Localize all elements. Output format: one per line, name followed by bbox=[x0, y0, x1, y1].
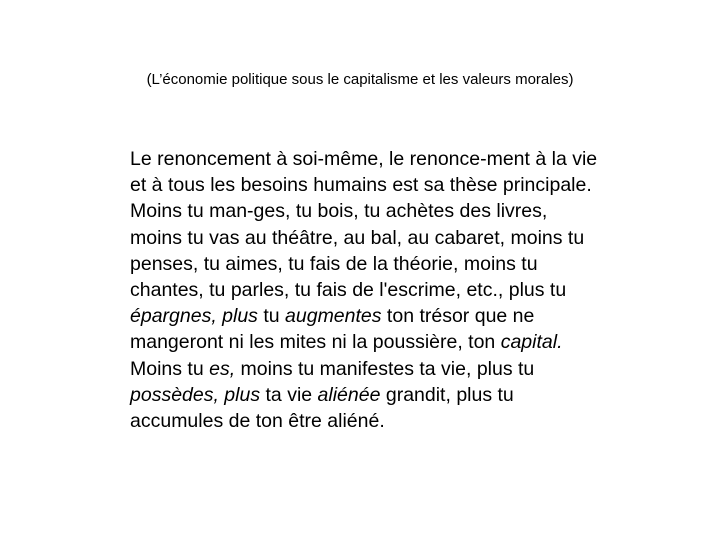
quote-segment-italic: augmentes bbox=[285, 305, 382, 328]
quote-segment: moins tu manifestes ta vie, plus tu bbox=[235, 357, 535, 380]
quote-paragraph bbox=[130, 146, 600, 434]
quote-segment-italic: aliénée bbox=[317, 383, 381, 406]
quote-segment: Moins tu bbox=[130, 357, 210, 380]
quote-segment-italic: es, bbox=[209, 357, 236, 380]
quote-segment: Le renoncement à soi-même, le renonce-ment à la vie et à tous les besoins humains est sa thèse principale. Moins tu man-ges, tu bois, tu achètes des livres, moins tu vas au théâtre, au bal, au cabaret, moins tu penses, tu aimes, tu fais de la théorie, moins tu chantes, tu parles, tu fais de l'escrime, etc., plus tu bbox=[130, 148, 598, 302]
quote-segment-italic: possèdes, plus bbox=[130, 383, 261, 406]
quote-segment: grandit, plus tu accumules de ton être aliéné. bbox=[130, 383, 514, 433]
quote-segment-italic: épargnes, plus bbox=[130, 305, 258, 328]
quote-segment: tu bbox=[257, 305, 286, 328]
quote-segment-italic: capital. bbox=[500, 331, 563, 354]
quote-segment: ton trésor que ne mangeront ni les mites ni la poussière, ton bbox=[130, 305, 535, 354]
quote-segment: ta vie bbox=[260, 383, 318, 406]
slide-subtitle: (L’économie politique sous le capitalisme et les valeurs morales) bbox=[146, 71, 574, 88]
